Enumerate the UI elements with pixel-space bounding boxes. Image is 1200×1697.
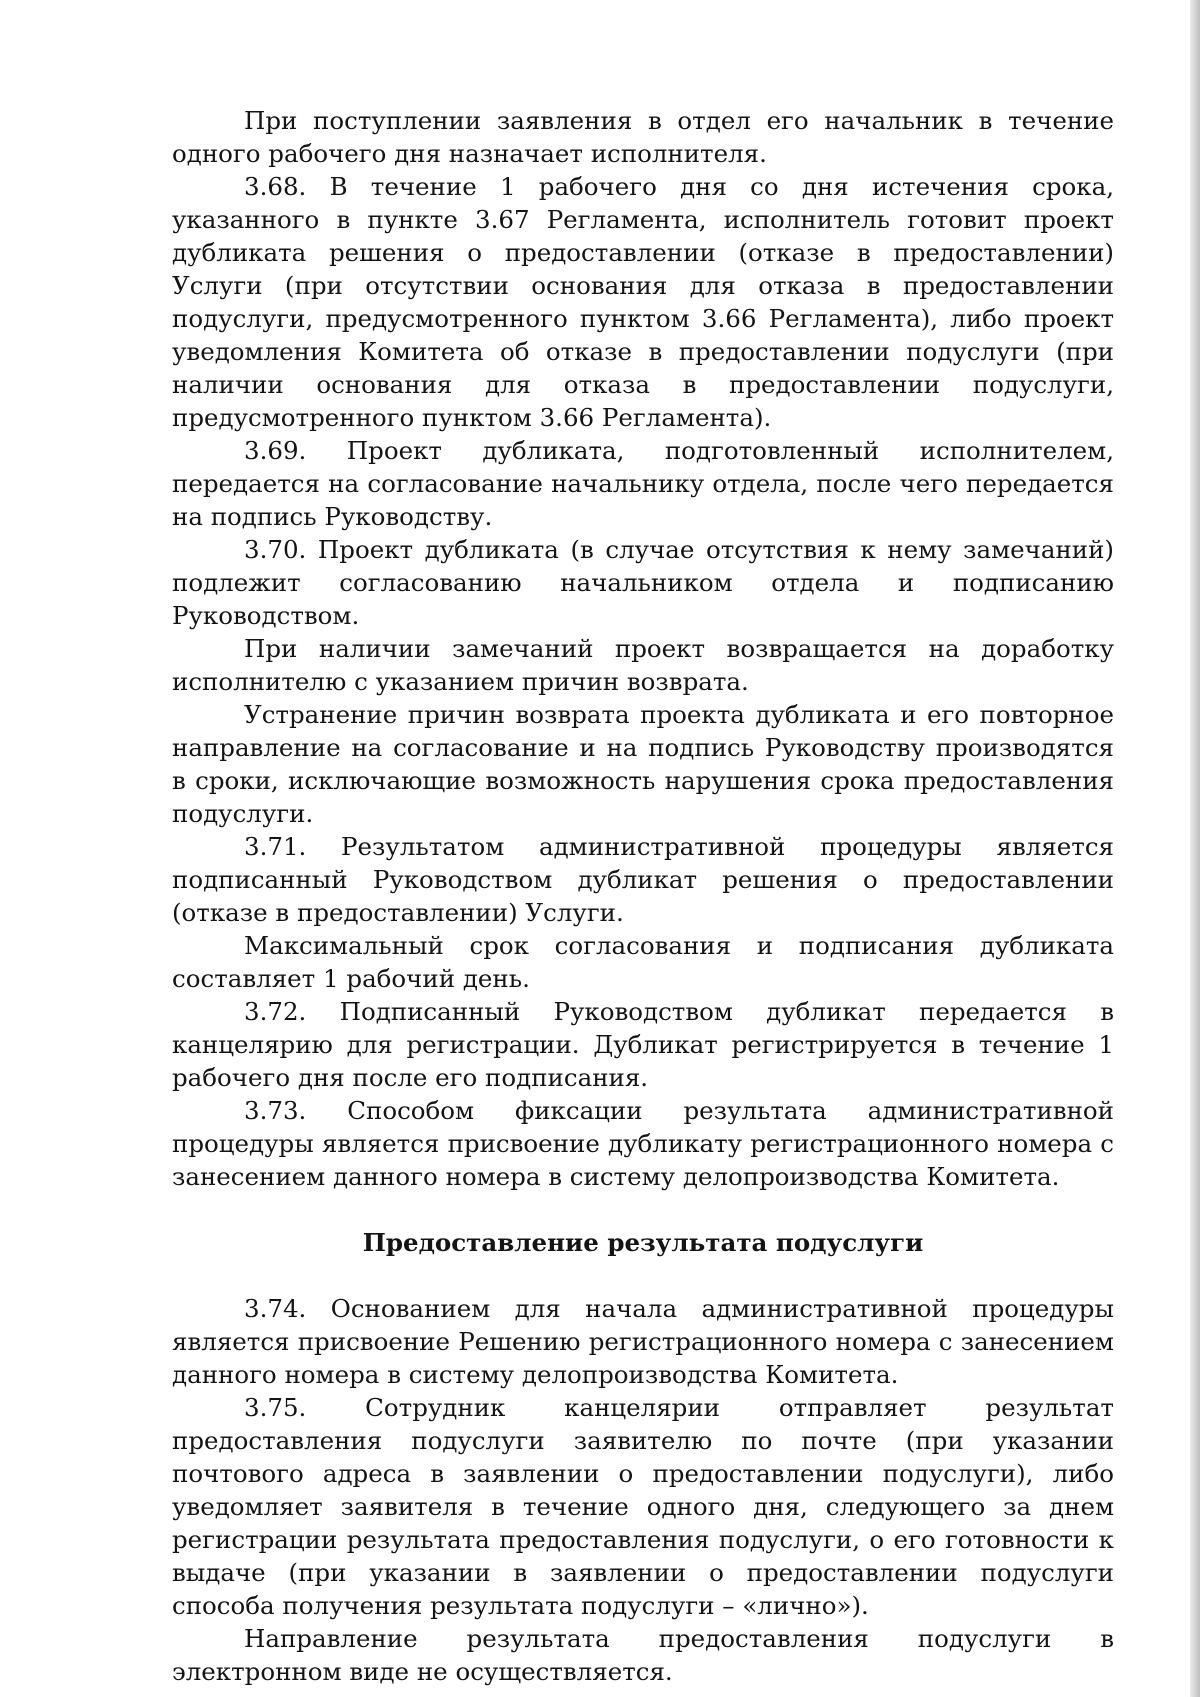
paragraph-3-74: 3.74. Основанием для начала административной процедуры является присвоение Решению регистрационного номера с занесением данного номера в систему делопроизводства Комитета. <box>172 1294 1114 1389</box>
page-edge-shadow <box>1190 0 1200 1697</box>
paragraph-3-69: 3.69. Проект дубликата, подготовленный исполнителем, передается на согласование начальнику отдела, после чего передается на подпись Руководству. <box>172 436 1114 531</box>
paragraph-3-70: 3.70. Проект дубликата (в случае отсутствия к нему замечаний) подлежит согласованию начальником отдела и подписанию Руководством. <box>172 535 1114 630</box>
paragraph: Направление результата предоставления подуслуги в электронном виде не осуществляется. <box>172 1624 1114 1686</box>
paragraph-3-75: 3.75. Сотрудник канцелярии отправляет результат предоставления подуслуги заявителю по почте (при указании почтового адреса в заявлении о предоставлении подуслуги), либо уведомляет заявителя в течение одного дня, следующего за днем регистрации результата предоставления подуслуги, о его готовности к выдаче (при указании в заявлении о предоставлении подуслуги способа получения результата подуслуги – «лично»). <box>172 1393 1114 1620</box>
paragraph-3-73: 3.73. Способом фиксации результата административной процедуры является присвоение дубликату регистрационного номера с занесением данного номера в систему делопроизводства Комитета. <box>172 1096 1114 1191</box>
paragraph: Устранение причин возврата проекта дубликата и его повторное направление на согласование и на подпись Руководству производятся в сроки, исключающие возможность нарушения срока предоставления подуслуги. <box>172 700 1114 828</box>
document-page <box>172 104 1114 1688</box>
paragraph: Максимальный срок согласования и подписания дубликата составляет 1 рабочий день. <box>172 931 1114 993</box>
paragraph: При наличии замечаний проект возвращается на доработку исполнителю с указанием причин возврата. <box>172 634 1114 696</box>
paragraph-3-68: 3.68. В течение 1 рабочего дня со дня истечения срока, указанного в пункте 3.67 Регламента, исполнитель готовит проект дубликата решения о предоставлении (отказе в предоставлении) Услуги (при отсутствии основания для отказа в предоставлении подуслуги, предусмотренного пунктом 3.66 Регламента), либо проект уведомления Комитета об отказе в предоставлении подуслуги (при наличии основания для отказа в предоставлении подуслуги, предусмотренного пунктом 3.66 Регламента). <box>172 172 1114 432</box>
section-heading: Предоставление результата подуслуги <box>362 1228 924 1257</box>
paragraph-3-72: 3.72. Подписанный Руководством дубликат передается в канцелярию для регистрации. Дубликат регистрируется в течение 1 рабочего дня после его подписания. <box>172 997 1114 1092</box>
paragraph-3-71: 3.71. Результатом административной процедуры является подписанный Руководством дубликат решения о предоставлении (отказе в предоставлении) Услуги. <box>172 832 1114 927</box>
paragraph: При поступлении заявления в отдел его начальник в течение одного рабочего дня назначает исполнителя. <box>172 106 1114 168</box>
